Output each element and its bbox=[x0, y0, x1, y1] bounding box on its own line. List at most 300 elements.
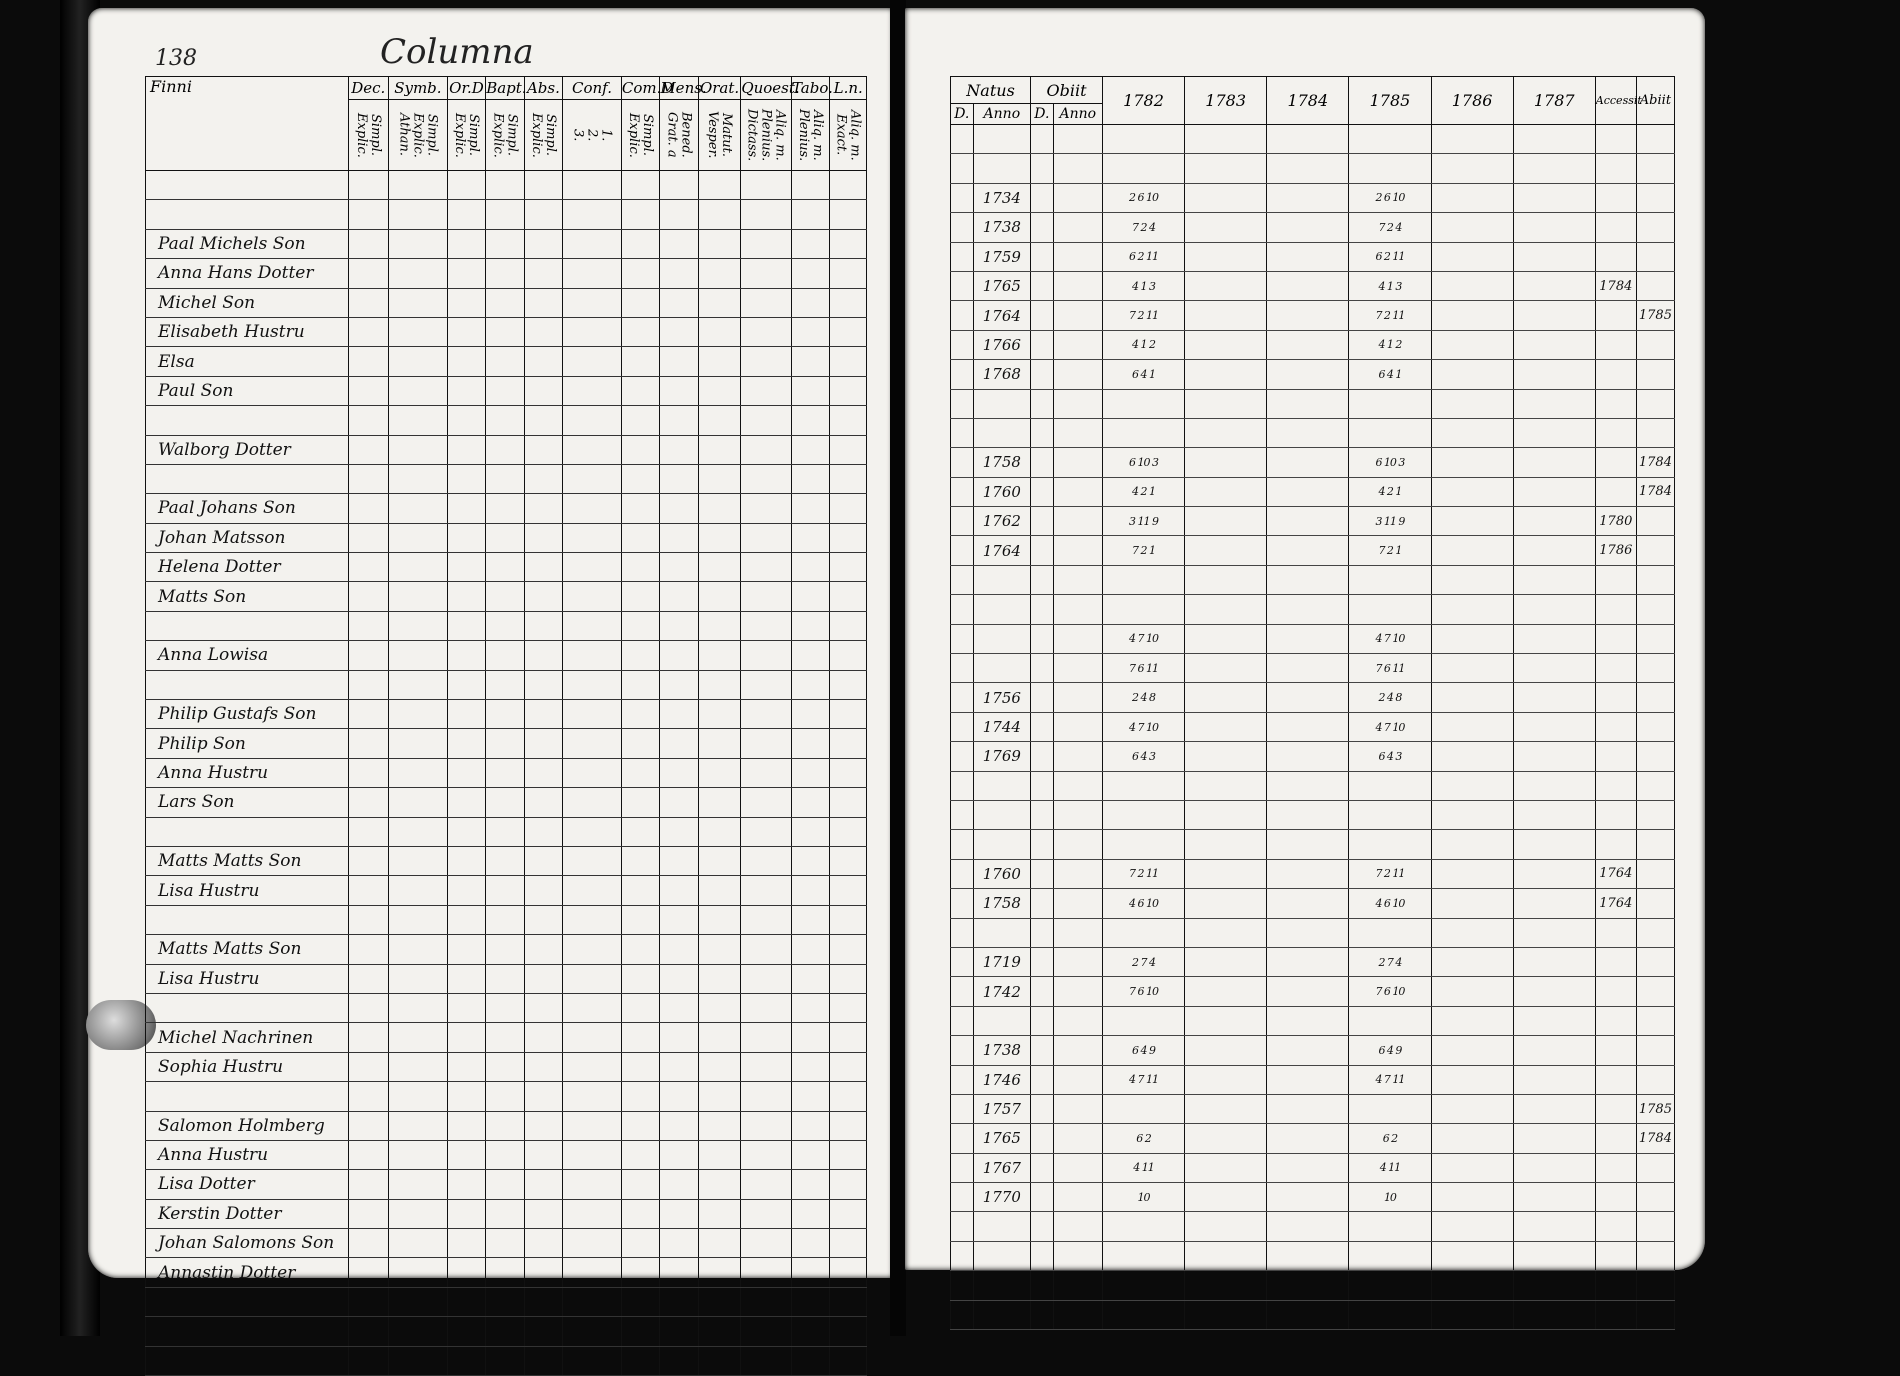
table-row bbox=[951, 1300, 1675, 1329]
abiit-year bbox=[1636, 330, 1674, 359]
obiit-day bbox=[1031, 1094, 1054, 1123]
table-row bbox=[146, 788, 867, 817]
table-cell bbox=[563, 670, 622, 699]
table-cell bbox=[621, 1258, 659, 1287]
natus-year bbox=[973, 1300, 1031, 1329]
natus-day bbox=[951, 1094, 974, 1123]
table-row bbox=[951, 536, 1675, 565]
obiit-year bbox=[1053, 301, 1102, 330]
table-cell bbox=[830, 1052, 867, 1081]
table-row bbox=[146, 670, 867, 699]
year-exam-marks bbox=[1431, 742, 1513, 771]
table-row bbox=[951, 1094, 1675, 1123]
table-cell bbox=[791, 464, 829, 493]
table-cell bbox=[698, 171, 741, 200]
year-exam-marks bbox=[1431, 1036, 1513, 1065]
year-exam-marks: 7 6 10 bbox=[1102, 977, 1184, 1006]
column-subheader: D. bbox=[951, 104, 974, 125]
obiit-day bbox=[1031, 683, 1054, 712]
table-row bbox=[146, 347, 867, 376]
table-cell bbox=[563, 846, 622, 875]
table-cell bbox=[791, 1287, 829, 1316]
natus-year: 1734 bbox=[973, 183, 1031, 212]
obiit-year bbox=[1053, 536, 1102, 565]
year-exam-marks bbox=[1267, 154, 1349, 183]
table-cell bbox=[830, 553, 867, 582]
year-exam-marks bbox=[1431, 1006, 1513, 1035]
abiit-year bbox=[1636, 125, 1674, 154]
table-cell bbox=[698, 347, 741, 376]
year-exam-marks bbox=[1431, 1241, 1513, 1270]
table-cell bbox=[389, 582, 448, 611]
table-cell bbox=[524, 582, 562, 611]
year-exam-marks bbox=[1185, 1241, 1267, 1270]
table-cell bbox=[389, 523, 448, 552]
table-cell bbox=[447, 758, 485, 787]
table-cell bbox=[741, 1082, 792, 1111]
table-cell bbox=[447, 435, 485, 464]
table-cell bbox=[660, 464, 698, 493]
natus-year bbox=[973, 1212, 1031, 1241]
table-cell bbox=[621, 964, 659, 993]
table-row bbox=[146, 582, 867, 611]
table-cell bbox=[389, 435, 448, 464]
subheader-label: 2. bbox=[584, 128, 600, 142]
table-cell bbox=[830, 1287, 867, 1316]
year-exam-marks bbox=[1431, 918, 1513, 947]
table-row bbox=[146, 1023, 867, 1052]
table-cell bbox=[486, 464, 524, 493]
table-cell bbox=[660, 729, 698, 758]
year-exam-marks bbox=[1267, 889, 1349, 918]
abiit-year bbox=[1636, 859, 1674, 888]
table-cell bbox=[447, 817, 485, 846]
natus-year: 1765 bbox=[973, 271, 1031, 300]
table-cell bbox=[830, 347, 867, 376]
year-exam-marks bbox=[1102, 154, 1184, 183]
column-header: Orat. bbox=[698, 77, 741, 100]
table-row bbox=[146, 611, 867, 640]
table-cell bbox=[830, 523, 867, 552]
accessit-year bbox=[1595, 183, 1636, 212]
accessit-year bbox=[1595, 477, 1636, 506]
table-row bbox=[146, 523, 867, 552]
table-row bbox=[146, 758, 867, 787]
table-cell bbox=[447, 993, 485, 1022]
table-cell bbox=[389, 1023, 448, 1052]
year-exam-marks bbox=[1431, 213, 1513, 242]
person-name: Lisa Hustru bbox=[146, 876, 349, 905]
table-cell bbox=[486, 1199, 524, 1228]
table-cell bbox=[524, 1287, 562, 1316]
table-cell bbox=[348, 905, 389, 934]
year-exam-marks bbox=[1513, 889, 1595, 918]
table-row bbox=[951, 330, 1675, 359]
accessit-year bbox=[1595, 301, 1636, 330]
subheader-label: Explic. bbox=[490, 112, 506, 158]
table-cell bbox=[447, 582, 485, 611]
table-cell bbox=[447, 406, 485, 435]
table-cell bbox=[741, 788, 792, 817]
table-cell bbox=[830, 435, 867, 464]
table-cell bbox=[621, 611, 659, 640]
table-cell bbox=[348, 464, 389, 493]
year-exam-marks bbox=[1431, 1094, 1513, 1123]
table-row bbox=[951, 448, 1675, 477]
abiit-year bbox=[1636, 947, 1674, 976]
table-cell bbox=[348, 1287, 389, 1316]
table-cell bbox=[741, 876, 792, 905]
table-cell bbox=[660, 993, 698, 1022]
table-cell bbox=[447, 1287, 485, 1316]
abiit-year bbox=[1636, 389, 1674, 418]
table-cell bbox=[486, 993, 524, 1022]
obiit-day bbox=[1031, 654, 1054, 683]
year-exam-marks bbox=[1513, 859, 1595, 888]
abiit-year bbox=[1636, 507, 1674, 536]
year-exam-marks bbox=[1267, 1094, 1349, 1123]
obiit-year bbox=[1053, 360, 1102, 389]
table-cell bbox=[698, 435, 741, 464]
table-cell bbox=[447, 935, 485, 964]
column-header: 1786 bbox=[1431, 77, 1513, 125]
natus-day bbox=[951, 1183, 974, 1212]
table-cell bbox=[830, 406, 867, 435]
table-cell bbox=[741, 641, 792, 670]
abiit-year bbox=[1636, 154, 1674, 183]
year-exam-marks bbox=[1267, 536, 1349, 565]
table-cell bbox=[621, 288, 659, 317]
year-exam-marks bbox=[1102, 1094, 1184, 1123]
table-cell bbox=[447, 1082, 485, 1111]
table-cell bbox=[830, 1317, 867, 1346]
table-row bbox=[951, 213, 1675, 242]
table-cell bbox=[621, 1052, 659, 1081]
table-cell bbox=[830, 817, 867, 846]
table-cell bbox=[698, 229, 741, 258]
person-name bbox=[146, 817, 349, 846]
table-cell bbox=[660, 523, 698, 552]
table-cell bbox=[563, 376, 622, 405]
obiit-day bbox=[1031, 947, 1054, 976]
abiit-year bbox=[1636, 742, 1674, 771]
table-cell bbox=[389, 376, 448, 405]
year-exam-marks: 6 4 9 bbox=[1349, 1036, 1431, 1065]
year-exam-marks bbox=[1513, 477, 1595, 506]
table-cell bbox=[791, 406, 829, 435]
table-cell bbox=[698, 259, 741, 288]
year-exam-marks bbox=[1267, 330, 1349, 359]
table-cell bbox=[621, 1199, 659, 1228]
table-row bbox=[951, 1153, 1675, 1182]
table-cell bbox=[486, 288, 524, 317]
table-row bbox=[146, 1317, 867, 1346]
table-cell bbox=[621, 406, 659, 435]
year-exam-marks: 4 11 bbox=[1349, 1153, 1431, 1182]
year-exam-marks bbox=[1513, 683, 1595, 712]
table-cell bbox=[830, 1199, 867, 1228]
natus-day bbox=[951, 1300, 974, 1329]
table-cell bbox=[563, 1023, 622, 1052]
table-row bbox=[146, 1111, 867, 1140]
table-cell bbox=[660, 1258, 698, 1287]
accessit-year bbox=[1595, 742, 1636, 771]
natus-year bbox=[973, 418, 1031, 447]
table-cell bbox=[741, 993, 792, 1022]
table-cell bbox=[389, 1317, 448, 1346]
table-cell bbox=[389, 1170, 448, 1199]
table-cell bbox=[563, 905, 622, 934]
year-exam-marks bbox=[1349, 125, 1431, 154]
table-cell bbox=[447, 1258, 485, 1287]
table-cell bbox=[791, 700, 829, 729]
table-cell bbox=[830, 876, 867, 905]
table-cell bbox=[621, 876, 659, 905]
abiit-year bbox=[1636, 213, 1674, 242]
year-exam-marks bbox=[1267, 565, 1349, 594]
table-cell bbox=[447, 200, 485, 229]
natus-year: 1768 bbox=[973, 360, 1031, 389]
year-exam-marks bbox=[1102, 1241, 1184, 1270]
year-exam-marks bbox=[1267, 800, 1349, 829]
table-cell bbox=[698, 935, 741, 964]
table-cell bbox=[524, 1052, 562, 1081]
year-exam-marks bbox=[1185, 536, 1267, 565]
subheader-label: Plenius. bbox=[758, 108, 774, 162]
abiit-year bbox=[1636, 271, 1674, 300]
table-cell bbox=[741, 494, 792, 523]
table-cell bbox=[348, 1111, 389, 1140]
subheader-label: Simpl. bbox=[367, 113, 383, 156]
natus-year bbox=[973, 800, 1031, 829]
obiit-day bbox=[1031, 360, 1054, 389]
table-cell bbox=[389, 758, 448, 787]
accessit-year bbox=[1595, 977, 1636, 1006]
table-row bbox=[146, 817, 867, 846]
obiit-day bbox=[1031, 330, 1054, 359]
table-cell bbox=[830, 1170, 867, 1199]
year-exam-marks bbox=[1267, 947, 1349, 976]
table-cell bbox=[830, 905, 867, 934]
obiit-year bbox=[1053, 565, 1102, 594]
table-cell bbox=[524, 259, 562, 288]
year-exam-marks bbox=[1185, 360, 1267, 389]
year-exam-marks bbox=[1513, 125, 1595, 154]
year-exam-marks bbox=[1185, 977, 1267, 1006]
natus-day bbox=[951, 330, 974, 359]
person-name bbox=[146, 1346, 349, 1375]
table-cell bbox=[563, 347, 622, 376]
year-exam-marks bbox=[1185, 213, 1267, 242]
obiit-day bbox=[1031, 742, 1054, 771]
year-exam-marks bbox=[1513, 448, 1595, 477]
natus-day bbox=[951, 125, 974, 154]
column-header: 1787 bbox=[1513, 77, 1595, 125]
table-cell bbox=[348, 288, 389, 317]
obiit-year bbox=[1053, 271, 1102, 300]
obiit-year bbox=[1053, 507, 1102, 536]
obiit-day bbox=[1031, 1124, 1054, 1153]
abiit-year bbox=[1636, 800, 1674, 829]
table-cell bbox=[621, 670, 659, 699]
natus-day bbox=[951, 154, 974, 183]
table-cell bbox=[524, 1170, 562, 1199]
table-cell bbox=[791, 1140, 829, 1169]
person-name: Anna Lowisa bbox=[146, 641, 349, 670]
year-exam-marks bbox=[1185, 1183, 1267, 1212]
table-cell bbox=[563, 494, 622, 523]
table-cell bbox=[621, 935, 659, 964]
year-exam-marks: 6 2 11 bbox=[1102, 242, 1184, 271]
table-cell bbox=[791, 553, 829, 582]
table-cell bbox=[830, 964, 867, 993]
year-exam-marks bbox=[1185, 389, 1267, 418]
table-cell bbox=[830, 582, 867, 611]
year-exam-marks bbox=[1513, 1212, 1595, 1241]
table-cell bbox=[698, 641, 741, 670]
year-exam-marks bbox=[1185, 1153, 1267, 1182]
column-header: Tabo. bbox=[791, 77, 829, 100]
table-cell bbox=[741, 1317, 792, 1346]
table-row bbox=[146, 641, 867, 670]
person-name: Salomon Holmberg bbox=[146, 1111, 349, 1140]
table-cell bbox=[741, 317, 792, 346]
table-row bbox=[951, 1065, 1675, 1094]
table-cell bbox=[524, 729, 562, 758]
person-name bbox=[146, 171, 349, 200]
accessit-year bbox=[1595, 595, 1636, 624]
table-cell bbox=[660, 611, 698, 640]
table-cell bbox=[791, 317, 829, 346]
table-cell bbox=[563, 1317, 622, 1346]
table-cell bbox=[741, 1229, 792, 1258]
table-row bbox=[951, 654, 1675, 683]
table-cell bbox=[486, 1287, 524, 1316]
natus-year bbox=[973, 1241, 1031, 1270]
table-cell bbox=[741, 1170, 792, 1199]
table-cell bbox=[486, 758, 524, 787]
natus-year bbox=[973, 830, 1031, 859]
table-cell bbox=[524, 171, 562, 200]
year-exam-marks bbox=[1102, 830, 1184, 859]
accessit-year bbox=[1595, 1271, 1636, 1300]
obiit-day bbox=[1031, 1006, 1054, 1035]
table-row bbox=[951, 771, 1675, 800]
table-cell bbox=[486, 406, 524, 435]
year-exam-marks bbox=[1185, 742, 1267, 771]
year-exam-marks: 4 7 10 bbox=[1102, 624, 1184, 653]
year-exam-marks bbox=[1267, 683, 1349, 712]
abiit-year bbox=[1636, 1300, 1674, 1329]
year-exam-marks bbox=[1513, 742, 1595, 771]
person-name: Matts Son bbox=[146, 582, 349, 611]
column-subheader bbox=[698, 100, 741, 171]
obiit-day bbox=[1031, 771, 1054, 800]
table-row bbox=[146, 259, 867, 288]
table-cell bbox=[791, 200, 829, 229]
table-cell bbox=[660, 259, 698, 288]
table-cell bbox=[348, 229, 389, 258]
natus-day bbox=[951, 1241, 974, 1270]
subheader-label: Exact. bbox=[833, 114, 849, 156]
abiit-year bbox=[1636, 565, 1674, 594]
natus-year: 1765 bbox=[973, 1124, 1031, 1153]
table-row bbox=[951, 1006, 1675, 1035]
year-exam-marks bbox=[1431, 683, 1513, 712]
accessit-year bbox=[1595, 683, 1636, 712]
table-cell bbox=[447, 376, 485, 405]
table-cell bbox=[621, 993, 659, 1022]
year-exam-marks bbox=[1267, 242, 1349, 271]
year-exam-marks: 6 4 1 bbox=[1102, 360, 1184, 389]
table-cell bbox=[698, 464, 741, 493]
table-cell bbox=[791, 1082, 829, 1111]
table-cell bbox=[447, 347, 485, 376]
year-exam-marks: 2 7 4 bbox=[1349, 947, 1431, 976]
accessit-year bbox=[1595, 1124, 1636, 1153]
year-exam-marks bbox=[1513, 1183, 1595, 1212]
table-row bbox=[951, 1212, 1675, 1241]
accessit-year: 1784 bbox=[1595, 271, 1636, 300]
obiit-day bbox=[1031, 242, 1054, 271]
accessit-year bbox=[1595, 448, 1636, 477]
table-cell bbox=[524, 523, 562, 552]
table-cell bbox=[563, 1170, 622, 1199]
table-cell bbox=[791, 964, 829, 993]
table-cell bbox=[524, 905, 562, 934]
column-header: Mens. bbox=[660, 77, 698, 100]
year-exam-marks bbox=[1513, 301, 1595, 330]
table-cell bbox=[524, 846, 562, 875]
table-row bbox=[146, 171, 867, 200]
natus-year: 1770 bbox=[973, 1183, 1031, 1212]
year-exam-marks bbox=[1431, 771, 1513, 800]
year-exam-marks bbox=[1185, 448, 1267, 477]
person-name bbox=[146, 1317, 349, 1346]
table-cell bbox=[348, 729, 389, 758]
table-cell bbox=[486, 1258, 524, 1287]
table-cell bbox=[563, 611, 622, 640]
table-cell bbox=[741, 846, 792, 875]
table-cell bbox=[660, 641, 698, 670]
obiit-year bbox=[1053, 448, 1102, 477]
year-exam-marks bbox=[1102, 125, 1184, 154]
table-cell bbox=[447, 964, 485, 993]
column-subheader bbox=[563, 100, 622, 171]
table-cell bbox=[698, 729, 741, 758]
natus-day bbox=[951, 742, 974, 771]
table-cell bbox=[486, 1052, 524, 1081]
table-cell bbox=[389, 846, 448, 875]
accessit-year bbox=[1595, 1094, 1636, 1123]
table-cell bbox=[486, 700, 524, 729]
person-name: Lisa Dotter bbox=[146, 1170, 349, 1199]
table-cell bbox=[486, 670, 524, 699]
table-cell bbox=[660, 1199, 698, 1228]
table-cell bbox=[486, 376, 524, 405]
table-cell bbox=[524, 817, 562, 846]
natus-day bbox=[951, 1124, 974, 1153]
table-cell bbox=[741, 905, 792, 934]
obiit-year bbox=[1053, 654, 1102, 683]
year-exam-marks bbox=[1185, 830, 1267, 859]
table-cell bbox=[389, 317, 448, 346]
table-row bbox=[951, 154, 1675, 183]
table-cell bbox=[389, 406, 448, 435]
table-row bbox=[951, 947, 1675, 976]
accessit-year bbox=[1595, 654, 1636, 683]
year-exam-marks bbox=[1185, 477, 1267, 506]
